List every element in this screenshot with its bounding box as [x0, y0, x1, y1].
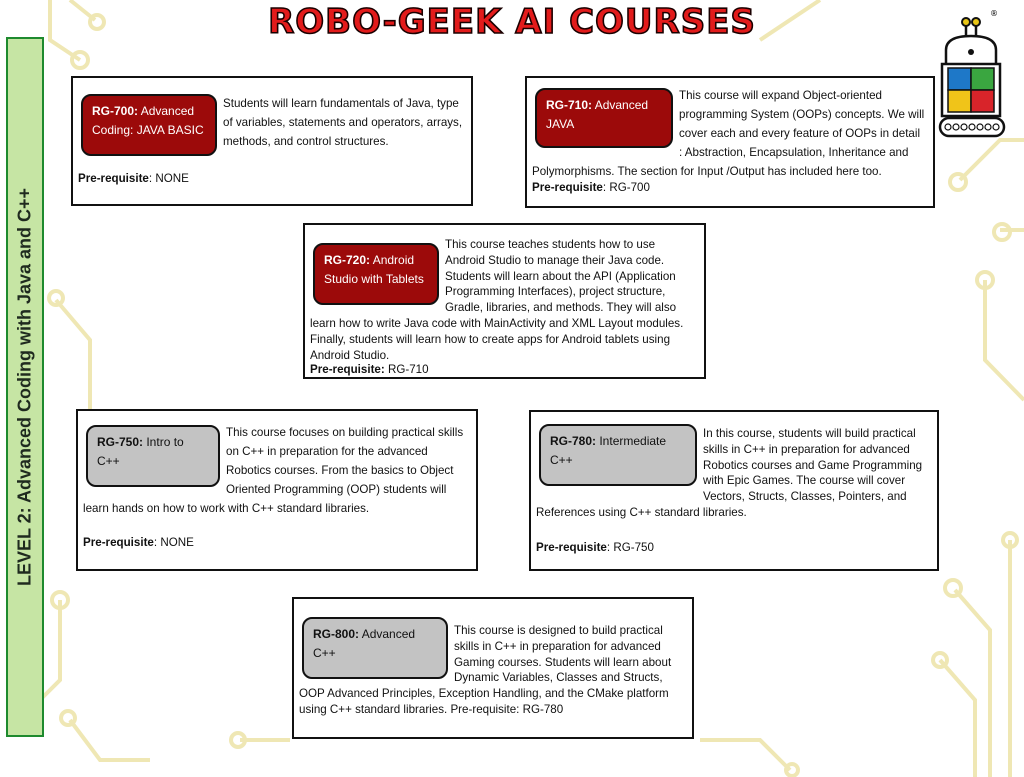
course-tag-rg710: RG-710: Advanced JAVA: [535, 88, 673, 148]
course-description-rg800: This course is designed to build practical skills in C++ in preparation for advanced Gaming courses. Students will learn about Dynamic Variables, Classes and Structs, OOP Advanced Principles, Exception Handling, and the CMake platform using C++ standard libraries. Pre-requisite: RG-780: [299, 624, 672, 716]
course-card-rg700: [71, 76, 473, 206]
course-tag-rg750: RG-750: Intro to C++: [86, 425, 220, 487]
course-description-rg700: Students will learn fundamentals of Java, type of variables, statements and operators, arrays, methods, and control structures.: [223, 97, 463, 148]
registered-mark: ®: [990, 9, 998, 18]
course-description-rg720: This course teaches students how to use Android Studio to manage their Java code. Students will learn about the API (Application Programming Interfaces), project structure, Gradle, libraries, and methods. They will also learn how to write Java code with MainActivity and XML Layout modules. Finally, students will learn how to create apps for Android tablets using Android Studio.: [310, 238, 684, 362]
course-tag-rg720: RG-720: Android Studio with Tablets: [313, 243, 439, 305]
course-card-rg750: [76, 409, 478, 571]
course-description-rg710: This course will expand Object-oriented programming System (OOPs) concepts. We will cover each and every feature of OOPs in detail : Abstraction, Encapsulation, Inheritance and Polymorphisms. The section for Input /Output has included here too.: [532, 89, 925, 178]
course-card-rg800: [292, 597, 694, 739]
course-prereq-rg720: Pre-requisite: RG-710: [310, 363, 429, 377]
course-tag-rg700: RG-700: Advanced Coding: JAVA BASIC: [81, 94, 217, 156]
course-description-rg750: This course focuses on building practical skills on C++ in preparation for the advanced Robotics courses. From the basics to Object Oriented Programming (OOP) students will learn hands on how to work with C++ standard libraries.: [83, 426, 464, 515]
course-tag-rg780: RG-780: Intermediate C++: [539, 424, 697, 486]
course-card-rg780: [529, 410, 939, 571]
course-prereq-rg780: Pre-requisite: RG-750: [536, 540, 654, 554]
course-prereq-rg700: Pre-requisite: NONE: [78, 172, 189, 185]
course-prereq-rg710: Pre-requisite: RG-700: [532, 181, 650, 194]
course-prereq-rg800: RG-780: [519, 702, 564, 716]
course-description-rg780: In this course, students will build practical skills in C++ in preparation for advanced Robotics courses and Game Programming with Epic Games. The course will cover Vectors, Structs, Classes, Pointers, and References using C++ standard libraries.: [536, 427, 923, 519]
level-label: LEVEL 2: Advanced Coding with Java and C++: [14, 187, 35, 587]
course-tag-rg800: RG-800: Advanced C++: [302, 617, 448, 679]
course-card-rg710: [525, 76, 935, 208]
page-title: ROBO-GEEK AI COURSES: [268, 2, 756, 42]
level-side-tab: [6, 37, 44, 737]
course-card-rg720: [303, 223, 706, 379]
robot-logo-icon: [936, 8, 1016, 140]
course-prereq-rg750: Pre-requisite: NONE: [83, 536, 194, 549]
